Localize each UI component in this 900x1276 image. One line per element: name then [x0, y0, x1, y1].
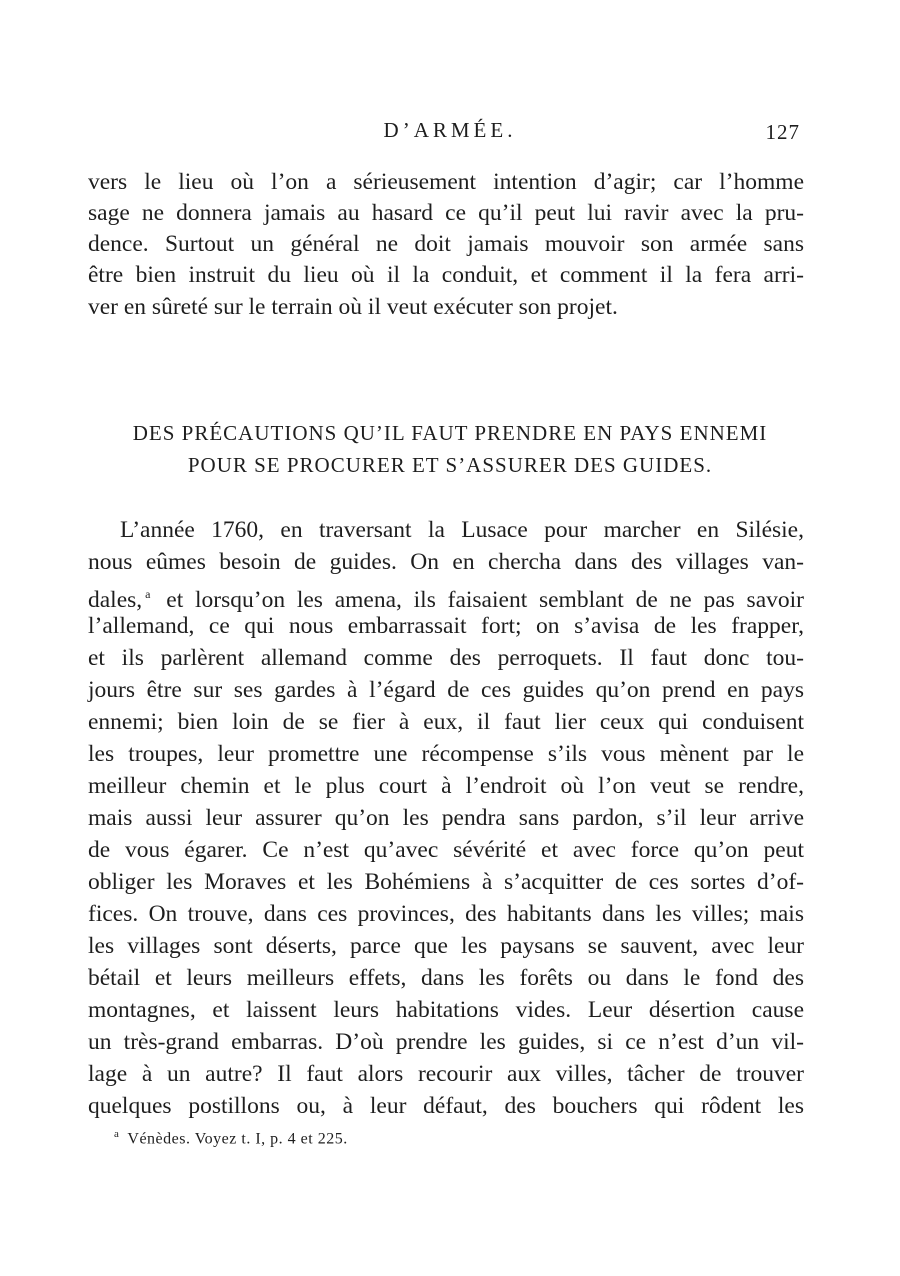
text-line: obliger les Moraves et les Bohémiens à s’acquitter de ces sortes d’of-	[88, 869, 804, 895]
text-line: ennemi; bien loin de se fier à eux, il faut lier ceux qui conduisent	[88, 709, 804, 735]
footnote	[114, 1128, 348, 1148]
text-line: jours être sur ses gardes à l’égard de ces guides qu’on prend en pays	[88, 677, 804, 703]
text-line: quelques postillons ou, à leur défaut, des bouchers qui rôdent les	[88, 1093, 804, 1119]
text-line: les villages sont déserts, parce que les paysans se sauvent, avec leur	[88, 933, 804, 959]
text-line: meilleur chemin et le plus court à l’endroit où l’on veut se rendre,	[88, 773, 804, 799]
text-line: être bien instruit du lieu où il la conduit, et comment il la fera arri-	[88, 262, 804, 288]
text-line: lage à un autre? Il faut alors recourir aux villes, tâcher de trouver	[88, 1061, 804, 1087]
text-line: dence. Surtout un général ne doit jamais mouvoir son armée sans	[88, 231, 804, 257]
running-head	[0, 118, 900, 150]
heading-line: POUR SE PROCURER ET S’ASSURER DES GUIDES.	[187, 453, 713, 477]
text-fragment: et lorsqu’on les amena, ils faisaient semblant de ne pas savoir	[166, 586, 804, 613]
footnote-text: Vénèdes. Voyez t. I, p. 4 et 225.	[127, 1130, 348, 1148]
text-line: les troupes, leur promettre une récompense s’ils vous mènent par le	[88, 741, 804, 767]
text-line	[88, 579, 804, 615]
text-line: ver en sûreté sur le terrain où il veut exécuter son projet.	[88, 294, 618, 320]
footnote-reference: a	[145, 587, 151, 601]
text-line: L’année 1760, en traversant la Lusace pour marcher en Silésie,	[120, 517, 804, 543]
text-line: mais aussi leur assurer qu’on les pendra sans pardon, s’il leur arrive	[88, 805, 804, 831]
text-line: bétail et leurs meilleurs effets, dans les forêts ou dans le fond des	[88, 965, 804, 991]
heading-line: DES PRÉCAUTIONS QU’IL FAUT PRENDRE EN PAYS ENNEMI	[132, 421, 768, 445]
text-line: et ils parlèrent allemand comme des perroquets. Il faut donc tou-	[88, 645, 804, 671]
running-title: D’ARMÉE.	[383, 118, 517, 142]
page-number: 127	[765, 120, 800, 144]
text-line: l’allemand, ce qui nous embarrassait fort; on s’avisa de les frapper,	[88, 613, 804, 639]
footnote-mark: a	[114, 1128, 120, 1140]
text-line: fices. On trouve, dans ces provinces, des habitants dans les villes; mais	[88, 901, 804, 927]
text-line: montagnes, et laissent leurs habitations vides. Leur désertion cause	[88, 997, 804, 1023]
text-fragment: dales,	[88, 586, 143, 613]
text-line: vers le lieu où l’on a sérieusement intention d’agir; car l’homme	[88, 169, 804, 195]
text-line: de vous égarer. Ce n’est qu’avec sévérité et avec force qu’on peut	[88, 837, 804, 863]
text-line: sage ne donnera jamais au hasard ce qu’il peut lui ravir avec la pru-	[88, 200, 804, 226]
text-line: un très-grand embarras. D’où prendre les guides, si ce n’est d’un vil-	[88, 1029, 804, 1055]
text-line: nous eûmes besoin de guides. On en chercha dans des villages van-	[88, 549, 804, 575]
